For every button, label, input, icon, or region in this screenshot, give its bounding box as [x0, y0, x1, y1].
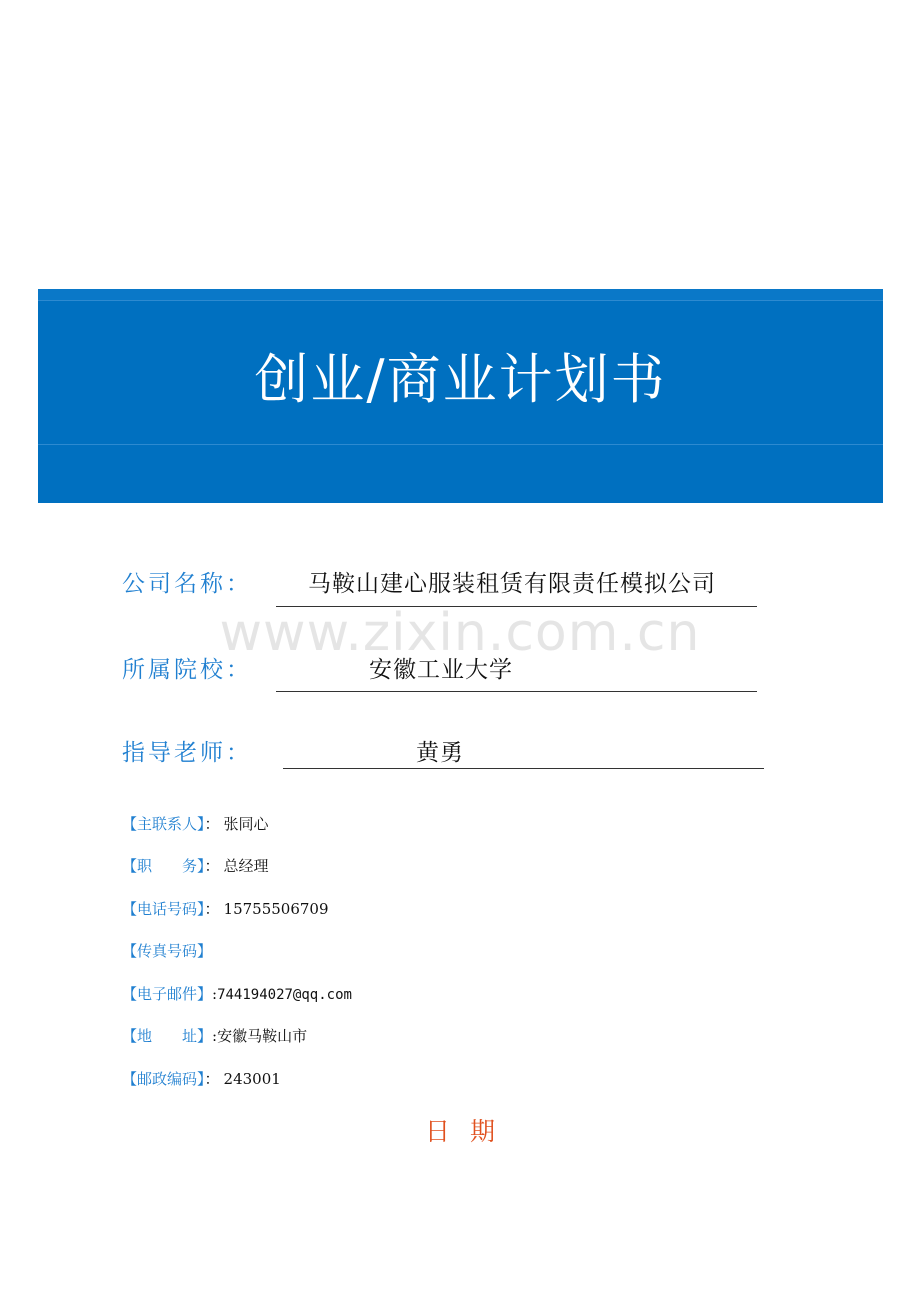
contact-row-person [122, 813, 269, 834]
contact-separator: ： [204, 815, 220, 833]
contact-value: 张同心 [223, 815, 269, 833]
contact-label: 【电子邮件】 [122, 985, 213, 1003]
contact-value: 总经理 [223, 857, 269, 875]
contact-row-position [122, 855, 269, 876]
contact-separator: : [212, 1027, 218, 1045]
contact-label: 【传真号码】 [122, 942, 213, 960]
document-title: 创业/商业计划书 [254, 348, 667, 411]
banner-divider [38, 444, 883, 445]
contact-separator: : [212, 985, 218, 1003]
contact-separator: ： [204, 857, 220, 875]
school-underline [276, 691, 757, 692]
contact-row-email [122, 983, 352, 1004]
school-value: 安徽工业大学 [369, 657, 513, 683]
contact-row-phone [122, 898, 329, 919]
school-label: 所属院校： [122, 657, 252, 683]
company-name-label: 公司名称： [122, 571, 252, 597]
advisor-underline [283, 768, 764, 769]
advisor-value: 黄勇 [416, 740, 464, 766]
contact-row-address [122, 1025, 307, 1046]
advisor-label: 指导老师： [122, 740, 252, 766]
contact-label: 【主联系人】 [122, 815, 205, 833]
title-banner [38, 289, 883, 503]
contact-label: 【邮政编码】 [122, 1070, 205, 1088]
contact-row-postcode [122, 1068, 281, 1089]
contact-value: 744194027@qq.com [217, 987, 352, 1003]
contact-label: 【电话号码】 [122, 900, 205, 918]
banner-top-stripe [38, 289, 883, 301]
contact-value: 安徽马鞍山市 [217, 1027, 308, 1045]
contact-row-fax [122, 940, 212, 961]
contact-separator: ： [204, 900, 220, 918]
contact-label: 【职 务】 [122, 857, 205, 875]
watermark: www.zixin.com.cn [219, 603, 701, 663]
contact-label: 【地 址】 [122, 1027, 213, 1045]
contact-value: 15755506709 [223, 900, 329, 918]
company-name-value: 马鞍山建心服装租赁有限责任模拟公司 [308, 571, 716, 597]
date-label: 日期 [424, 1117, 515, 1146]
contact-value: 243001 [223, 1070, 281, 1088]
contact-separator: ： [204, 1070, 220, 1088]
